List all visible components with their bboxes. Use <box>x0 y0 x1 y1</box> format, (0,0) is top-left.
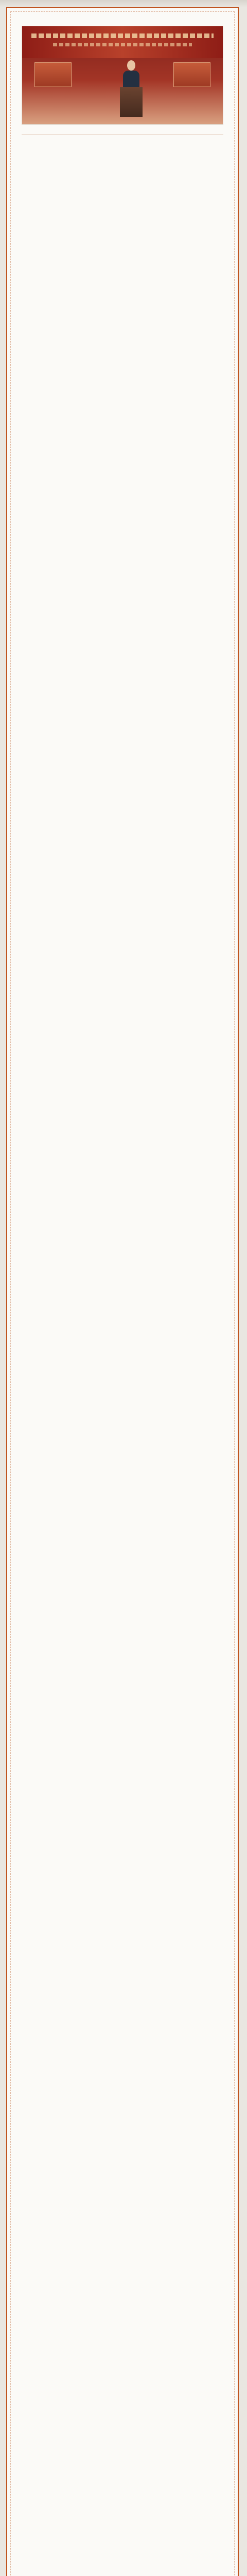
event-photo <box>22 26 223 125</box>
stage-screen-right <box>173 62 210 87</box>
article-frame <box>6 7 239 2576</box>
stage-screen-left <box>34 62 72 87</box>
banner-text-line <box>31 33 214 38</box>
banner-text-line-2 <box>53 43 192 46</box>
speaker-head <box>127 60 135 71</box>
article-frame-inner <box>10 11 235 2576</box>
podium <box>120 87 143 117</box>
stage-banner <box>22 26 223 58</box>
top-strip <box>0 0 247 7</box>
